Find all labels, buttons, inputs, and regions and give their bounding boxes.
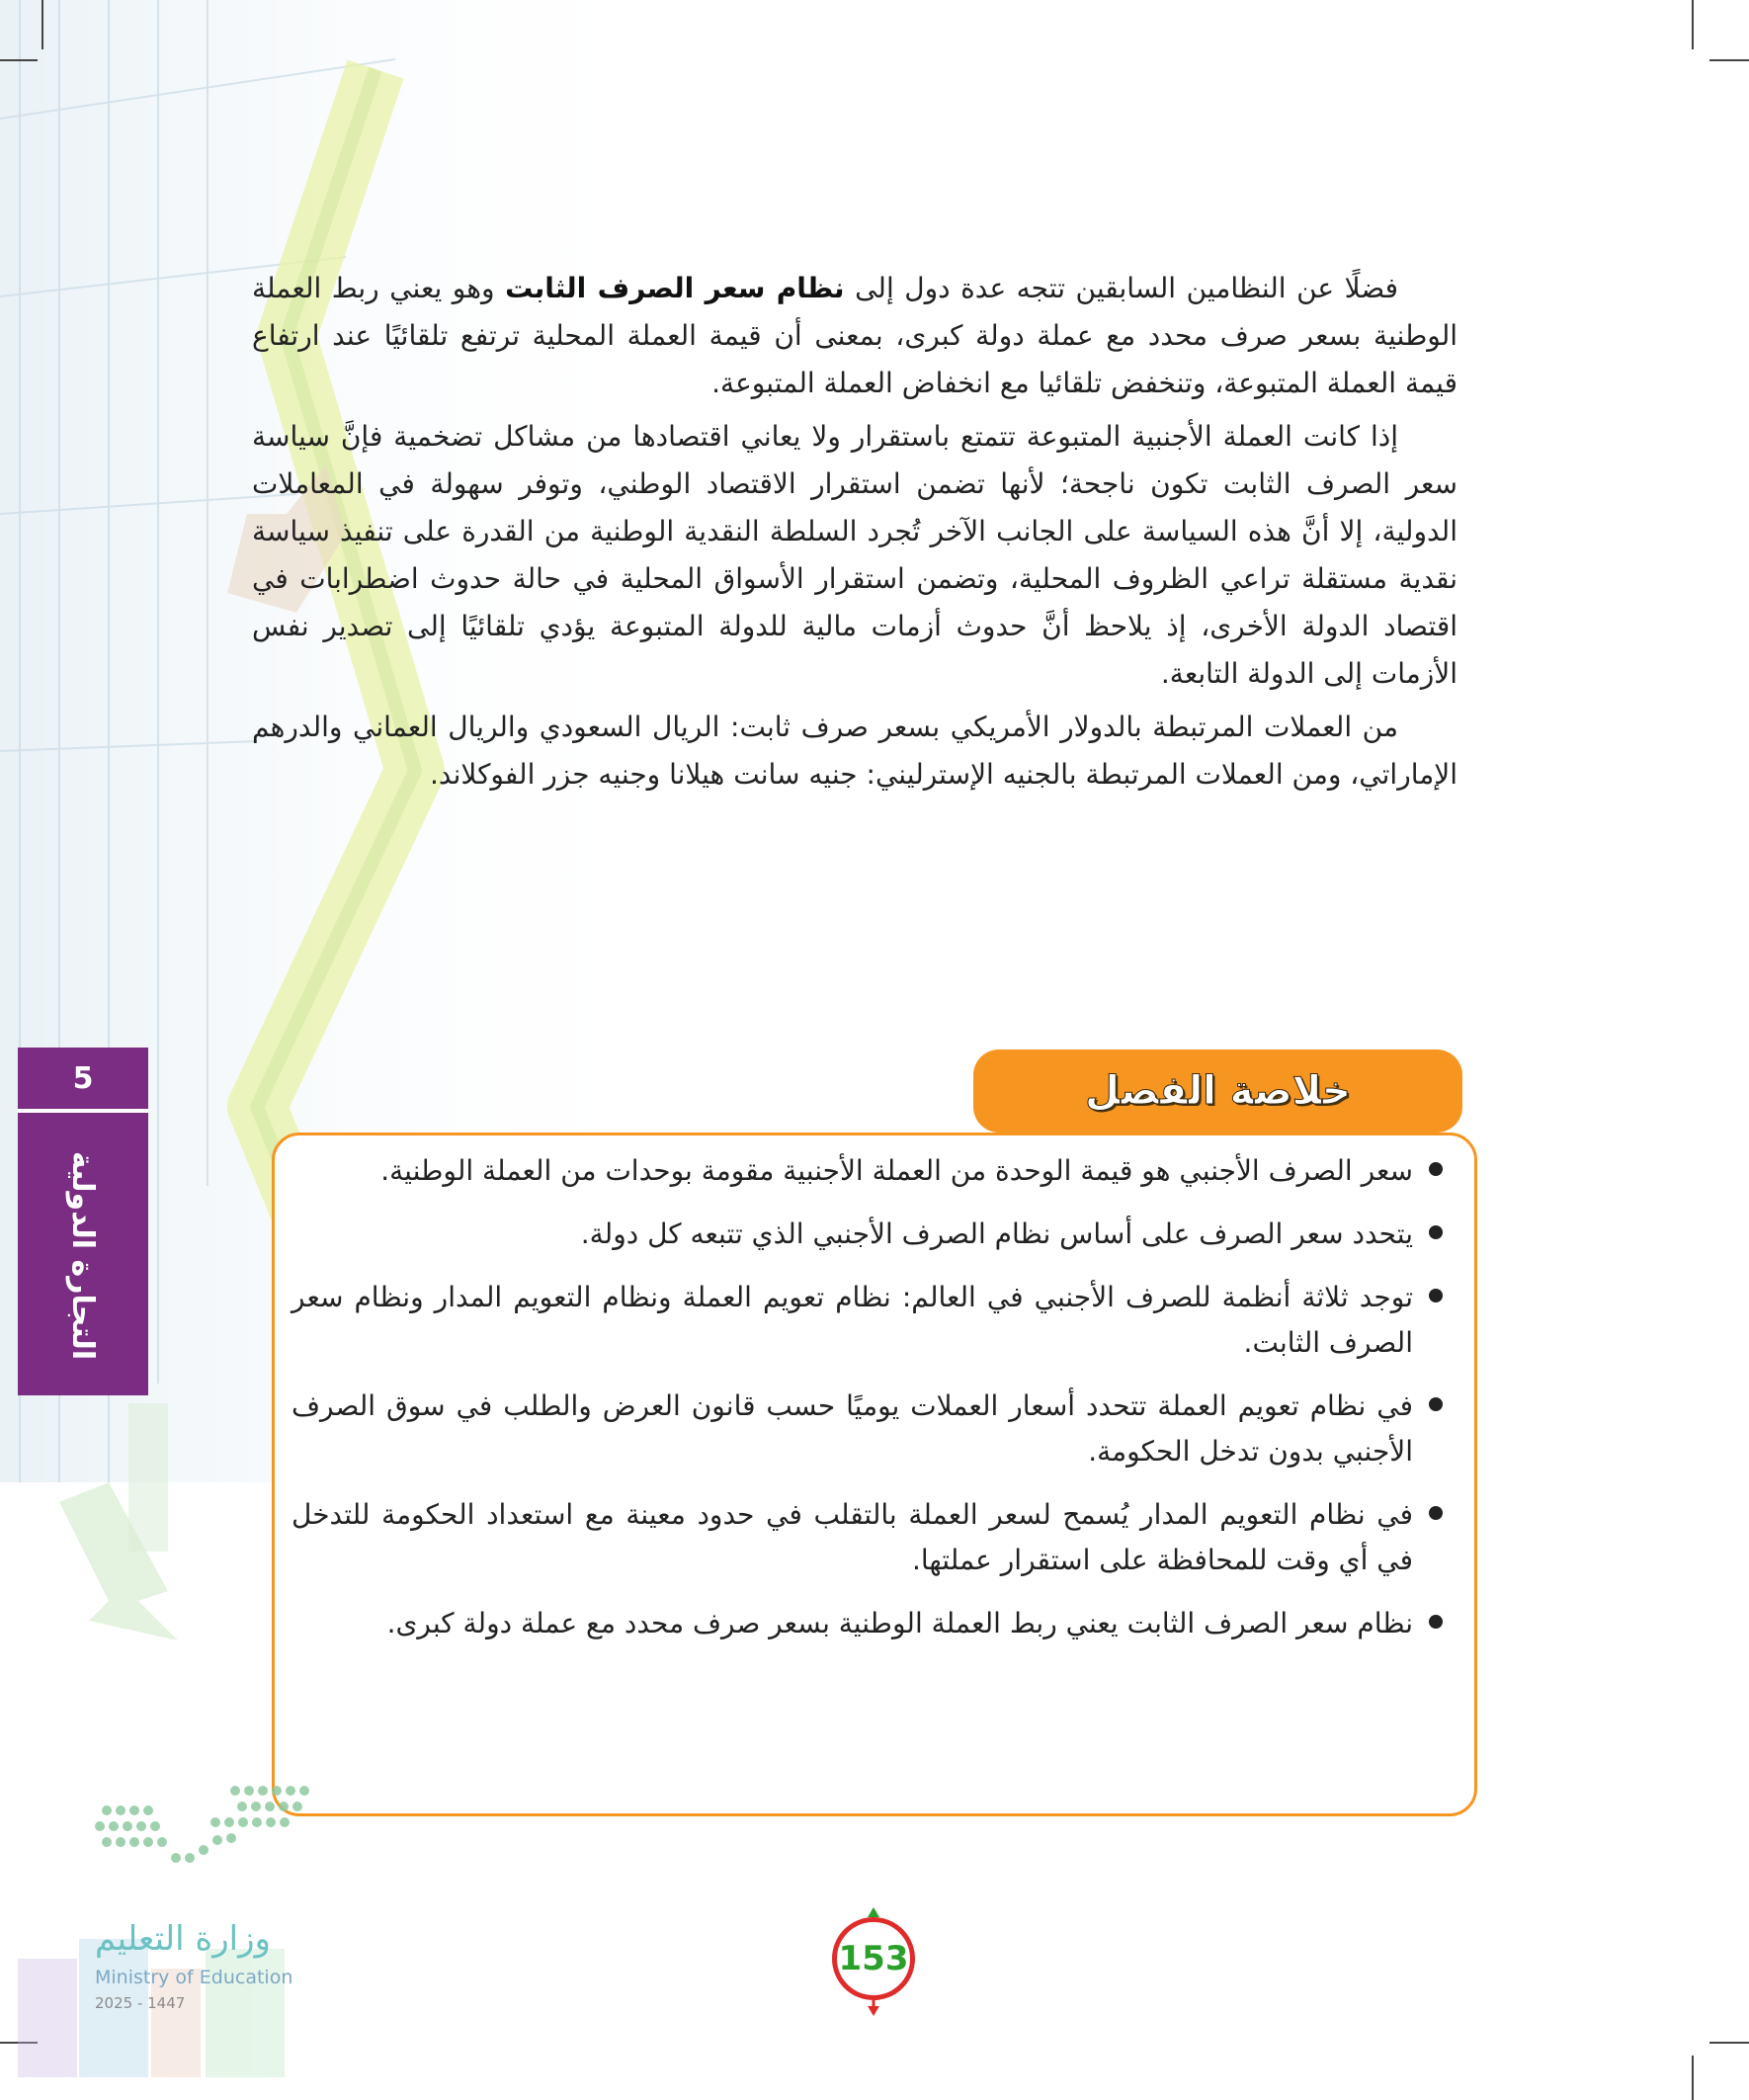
page-number-badge — [822, 1907, 931, 2016]
summary-item — [292, 1148, 1443, 1194]
bullet-icon — [1429, 1225, 1443, 1239]
crop-mark — [42, 0, 43, 49]
paragraph-1-end: وهو يعني ربط العملة الوطنية بسعر صرف محدد مع عملة دولة كبرى، بمعنى أن قيمة العملة المحلية ترتفع تلقائيًا عند ارتفاع قيمة العملة المتبوعة، وتنخفض تلقائيا مع انخفاض العملة المتبوعة. — [252, 272, 1458, 399]
crop-mark — [1692, 0, 1694, 49]
fixed-rate-term: نظام سعر الصرف الثابت — [505, 272, 845, 304]
crop-mark — [1709, 2042, 1749, 2044]
crop-mark — [1709, 59, 1749, 61]
crop-mark — [1692, 2056, 1694, 2100]
bullet-icon — [1429, 1162, 1443, 1176]
summary-item — [292, 1384, 1443, 1474]
paragraph-1-start: فضلًا عن النظامين السابقين تتجه عدة دول إلى — [844, 272, 1398, 304]
ministry-name-arabic: وزارة التعليم — [95, 1919, 271, 1959]
bullet-icon — [1429, 1289, 1443, 1302]
summary-list — [292, 1148, 1443, 1664]
chapter-number: 5 — [18, 1048, 148, 1113]
summary-item-text: نظام سعر الصرف الثابت يعني ربط العملة الوطنية بسعر صرف محدد مع عملة دولة كبرى. — [386, 1607, 1413, 1639]
paragraph-2: إذا كانت العملة الأجنبية المتبوعة تتمتع باستقرار ولا يعاني اقتصادها من مشاكل تضخمية فإنَّ سياسة سعر الصرف الثابت تكون ناجحة؛ لأنها تضمن استقرار الاقتصاد الوطني، وتوفر سهولة في المعاملات الدولية، إلا أنَّ هذه السياسة على الجانب الآخر تُجرد السلطة النقدية الوطنية من القدرة على تنفيذ سياسة نقدية مستقلة تراعي الظروف المحلية، وتضمن استقرار الأسواق المحلية في حالة حدوث اضطرابات في اقتصاد الدولة الأخرى، إذ يلاحظ أنَّ حدوث أزمات مالية للدولة المتبوعة يؤدي تلقائيًا إلى تصدير نفس الأزمات إلى الدولة التابعة. — [252, 420, 1458, 690]
paragraph-1 — [252, 265, 1458, 407]
page-number: 153 — [832, 1917, 915, 2000]
summary-item-text: سعر الصرف الأجنبي هو قيمة الوحدة من العملة الأجنبية مقومة بوحدات من العملة الوطنية. — [380, 1154, 1413, 1187]
summary-item-text: في نظام التعويم المدار يُسمح لسعر العملة بالتقلب في حدود معينة مع استعداد الحكومة للتدخل في أي وقت للمحافظة على استقرار عملتها. — [292, 1498, 1413, 1576]
summary-item — [292, 1601, 1443, 1646]
summary-item-text: في نظام تعويم العملة تتحدد أسعار العملات يوميًا حسب قانون العرض والطلب في سوق الصرف الأجنبي بدون تدخل الحكومة. — [292, 1389, 1413, 1468]
paragraph-3: من العملات المرتبطة بالدولار الأمريكي بسعر صرف ثابت: الريال السعودي والريال العماني والدرهم الإماراتي، ومن العملات المرتبطة بالجنيه الإسترليني: جنيه سانت هيلانا وجنيه جزر الفوكلاند. — [252, 711, 1458, 791]
summary-item-text: يتحدد سعر الصرف على أساس نظام الصرف الأجنبي الذي تتبعه كل دولة. — [580, 1218, 1413, 1250]
ministry-name-english: Ministry of Education — [95, 1967, 293, 1988]
crop-mark — [0, 59, 38, 61]
chapter-title-wrap — [30, 1136, 136, 1374]
chapter-title: التجارة الدولية — [65, 1150, 101, 1360]
summary-title: خلاصة الفصل — [973, 1050, 1462, 1133]
ministry-logo — [18, 1771, 314, 2087]
ministry-year: 2025 - 1447 — [95, 1994, 186, 2012]
bullet-icon — [1429, 1397, 1443, 1411]
chapter-tab — [18, 1048, 148, 1395]
summary-item — [292, 1212, 1443, 1257]
bullet-icon — [1429, 1506, 1443, 1520]
summary-item-text: توجد ثلاثة أنظمة للصرف الأجنبي في العالم: نظام تعويم العملة ونظام التعويم المدار ونظام سعر الصرف الثابت. — [292, 1281, 1413, 1359]
bullet-icon — [1429, 1615, 1443, 1629]
summary-item — [292, 1275, 1443, 1366]
body-text — [252, 265, 1458, 804]
summary-item — [292, 1492, 1443, 1583]
